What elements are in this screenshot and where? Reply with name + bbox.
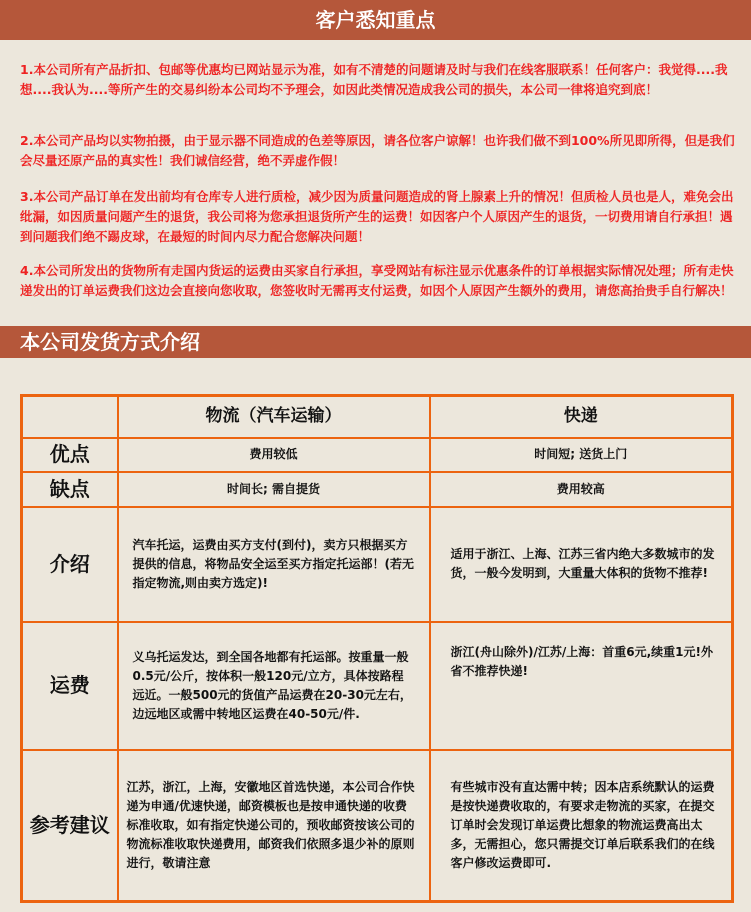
express-cell: 费用较高 (430, 472, 733, 507)
table-row (22, 438, 733, 472)
express-cell: 有些城市没有直达需中转；因本店系统默认的运费是按快递费收取的，有要求走物流的买家，在提交订单时会发现订单运费比想象的物流运费高出太多，无需担心，您只需提交订单后联系我们的在线客户修改运费即可. (430, 750, 733, 902)
table-row (22, 622, 733, 750)
row-label: 缺点 (22, 472, 118, 507)
column-header-express: 快递 (430, 396, 733, 438)
notice-1: 1.本公司所有产品折扣、包邮等优惠均已网站显示为准，如有不清楚的问题请及时与我们在线客服联系！任何客户：我觉得....我想....我认为....等所产生的交易纠纷本公司均不予理会，如因此类情况造成我公司的损失，本公司一律将追究到底！ (20, 62, 728, 97)
express-cell: 浙江(舟山除外)/江苏/上海：首重6元,续重1元!外省不推荐快递! (430, 622, 733, 750)
notice-title: 客户悉知重点 (315, 8, 436, 32)
table-row (22, 472, 733, 507)
table-header-row (22, 396, 733, 438)
row-label: 参考建议 (22, 750, 118, 902)
table-row (22, 507, 733, 622)
logistics-cell: 费用较低 (118, 438, 430, 472)
express-cell: 时间短; 送货上门 (430, 438, 733, 472)
notice-2: 2.本公司产品均以实物拍摄，由于显示器不同造成的色差等原因，请各位客户谅解！也许我们做不到100%所见即所得，但是我们会尽量还原产品的真实性！我们诚信经营，绝不弄虚作假！ (20, 133, 735, 168)
shipping-comparison-table (20, 394, 734, 903)
logistics-cell: 时间长; 需自提货 (118, 472, 430, 507)
notice-3: 3.本公司产品订单在发出前均有仓库专人进行质检，减少因为质量问题造成的肾上腺素上升的情况！但质检人员也是人，难免会出纰漏，如因质量问题产生的退货，我公司将为您承担退货所产生的运费！如因客户个人原因产生的退货，一切费用请自行承担！遇到问题我们绝不踢皮球，在最短的时间内尽力配合您解决问题！ (20, 189, 734, 244)
table-row (22, 750, 733, 902)
row-label: 运费 (22, 622, 118, 750)
logistics-cell: 义乌托运发达，到全国各地都有托运部。按重量一般0.5元/公斤，按体积一般120元/立方，具体按路程远近。一般500元的货值产品运费在20-30元左右，边远地区或需中转地区运费在40-50元/件. (118, 622, 430, 750)
corner-cell (22, 396, 118, 438)
column-header-logistics: 物流（汽车运输） (118, 396, 430, 438)
row-label: 优点 (22, 438, 118, 472)
logistics-cell: 江苏，浙江，上海，安徽地区首选快递，本公司合作快递为申通/优速快递，邮资模板也是按申通快递的收费标准收取，如有指定快递公司的，预收邮资按该公司的物流标准收取快递费用，邮资我们依照多退少补的原则进行，敬请注意 (118, 750, 430, 902)
logistics-cell: 汽车托运，运费由买方支付(到付)，卖方只根据买方提供的信息，将物品安全运至买方指定托运部！(若无指定物流,则由卖方选定)! (118, 507, 430, 622)
row-label: 介绍 (22, 507, 118, 622)
shipping-section-bar (0, 326, 751, 358)
shipping-section-title: 本公司发货方式介绍 (20, 330, 200, 354)
notice-title-bar (0, 0, 751, 40)
notice-4: 4.本公司所发出的货物所有走国内货运的运费由买家自行承担，享受网站有标注显示优惠条件的订单根据实际情况处理；所有走快递发出的订单运费我们这边会直接向您收取，您签收时无需再支付运费，如因个人原因产生额外的费用，请您高抬贵手自行解决！ (20, 263, 734, 298)
express-cell: 适用于浙江、上海、江苏三省内绝大多数城市的发货，一般今发明到，大重量大体积的货物不推荐! (430, 507, 733, 622)
